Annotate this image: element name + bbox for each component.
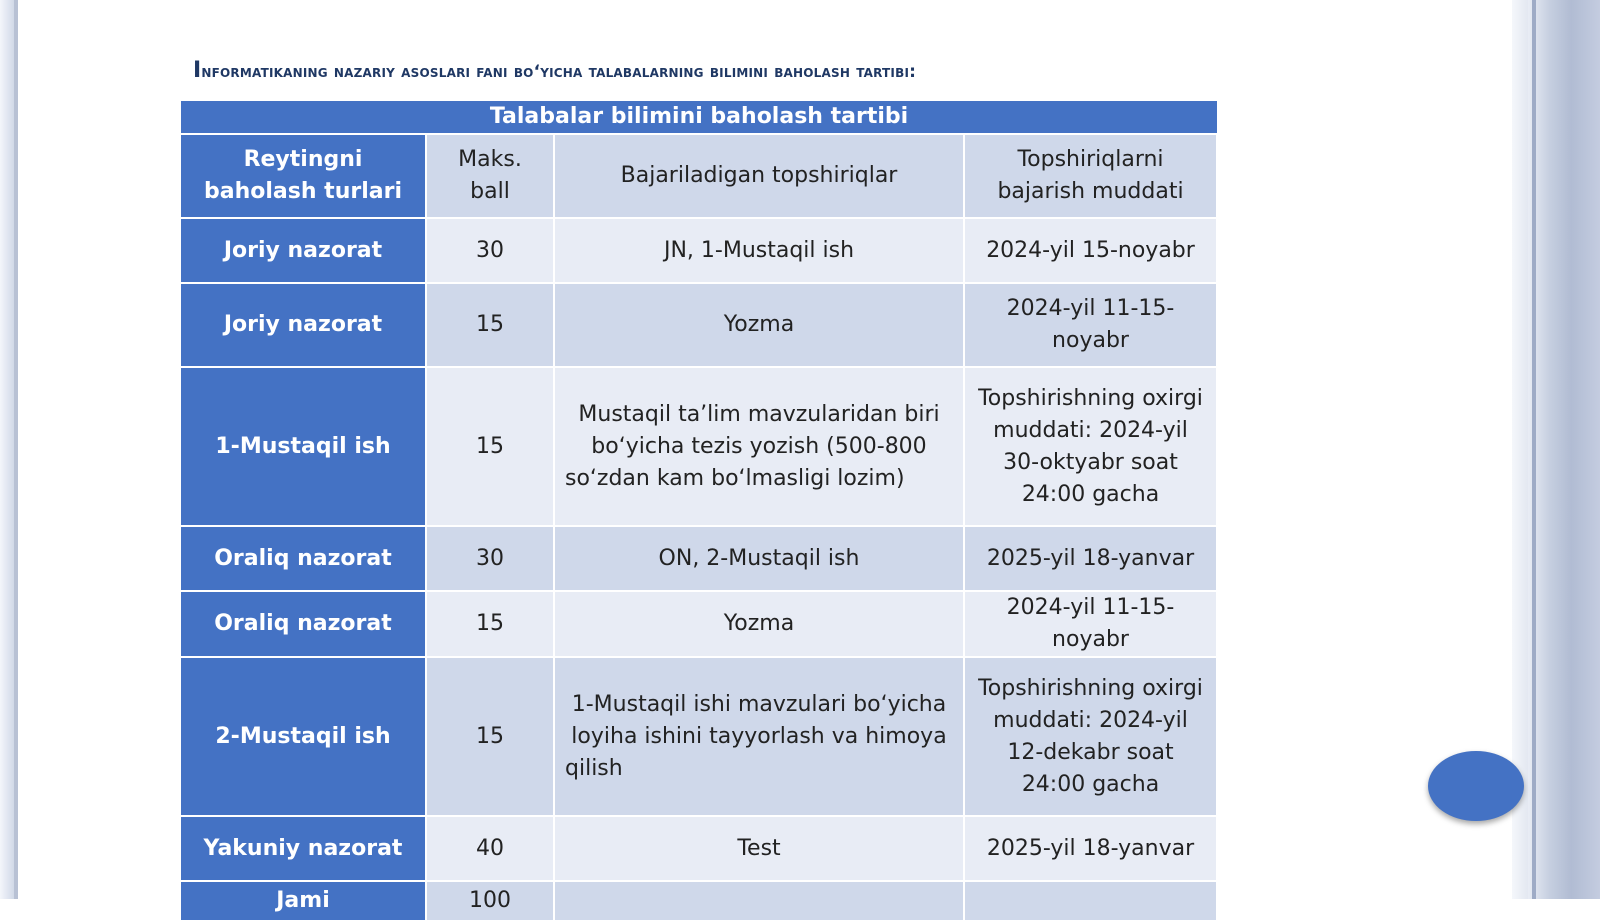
header-max: Maks. ball [426, 134, 554, 218]
row-max: 40 [426, 816, 554, 881]
table-row-total [181, 881, 1217, 921]
row-deadline: 2025-yil 18-yanvar [964, 526, 1217, 591]
header-type: Reytingni baholash turlari [181, 134, 426, 218]
row-type: Yakuniy nazorat [181, 816, 426, 881]
row-max: 100 [426, 881, 554, 921]
row-deadline: 2024-yil 11-15-noyabr [964, 283, 1217, 367]
row-task: Yozma [554, 591, 964, 657]
row-deadline [964, 881, 1217, 921]
row-task [554, 881, 964, 921]
table-row [181, 526, 1217, 591]
table-row [181, 591, 1217, 657]
row-type: Joriy nazorat [181, 218, 426, 283]
row-task: Yozma [554, 283, 964, 367]
row-deadline: Topshirishning oxirgi muddati: 2024-yil 30-oktyabr soat 24:00 gacha [964, 367, 1217, 526]
slide-right-frame-line [1532, 0, 1536, 899]
table-row [181, 367, 1217, 526]
slide-right-frame [1528, 0, 1600, 899]
table-caption-row [181, 101, 1217, 134]
row-type: 2-Mustaqil ish [181, 657, 426, 816]
row-type: 1-Mustaqil ish [181, 367, 426, 526]
table-header-row [181, 134, 1217, 218]
slide-left-border [0, 0, 18, 899]
row-task: ON, 2-Mustaqil ish [554, 526, 964, 591]
row-max: 30 [426, 218, 554, 283]
header-deadline: Topshiriqlarni bajarish muddati [964, 134, 1217, 218]
row-max: 15 [426, 657, 554, 816]
row-max: 15 [426, 367, 554, 526]
row-type: Oraliq nazorat [181, 591, 426, 657]
row-max: 15 [426, 283, 554, 367]
row-deadline: 2025-yil 18-yanvar [964, 816, 1217, 881]
slide-title [193, 58, 1353, 83]
grading-table [181, 101, 1218, 922]
slide-nav-button[interactable] [1428, 751, 1524, 821]
row-type: Jami [181, 881, 426, 921]
row-type: Joriy nazorat [181, 283, 426, 367]
row-deadline: 2024-yil 11-15-noyabr [964, 591, 1217, 657]
row-deadline: Topshirishning oxirgi muddati: 2024-yil 12-dekabr soat 24:00 gacha [964, 657, 1217, 816]
table-row [181, 218, 1217, 283]
row-type: Oraliq nazorat [181, 526, 426, 591]
row-task: JN, 1-Mustaqil ish [554, 218, 964, 283]
row-max: 15 [426, 591, 554, 657]
header-task: Bajariladigan topshiriqlar [554, 134, 964, 218]
slide-title-initial: I [193, 58, 202, 83]
row-task: 1-Mustaqil ishi mavzulari bo‘yicha loyiha ishini tayyorlash va himoya qilish [554, 657, 964, 816]
table-row [181, 283, 1217, 367]
row-max: 30 [426, 526, 554, 591]
table-caption: Talabalar bilimini baholash tartibi [181, 101, 1217, 134]
row-deadline: 2024-yil 15-noyabr [964, 218, 1217, 283]
row-task: Test [554, 816, 964, 881]
slide-title-text: nformatikaning nazariy asoslari fani bo‘yicha talabalarning bilimini baholash tartibi: [201, 62, 917, 82]
table-row [181, 657, 1217, 816]
row-task: Mustaqil ta’lim mavzularidan biri bo‘yicha tezis yozish (500-800 so‘zdan kam bo‘lmasligi lozim) [554, 367, 964, 526]
table-row [181, 816, 1217, 881]
